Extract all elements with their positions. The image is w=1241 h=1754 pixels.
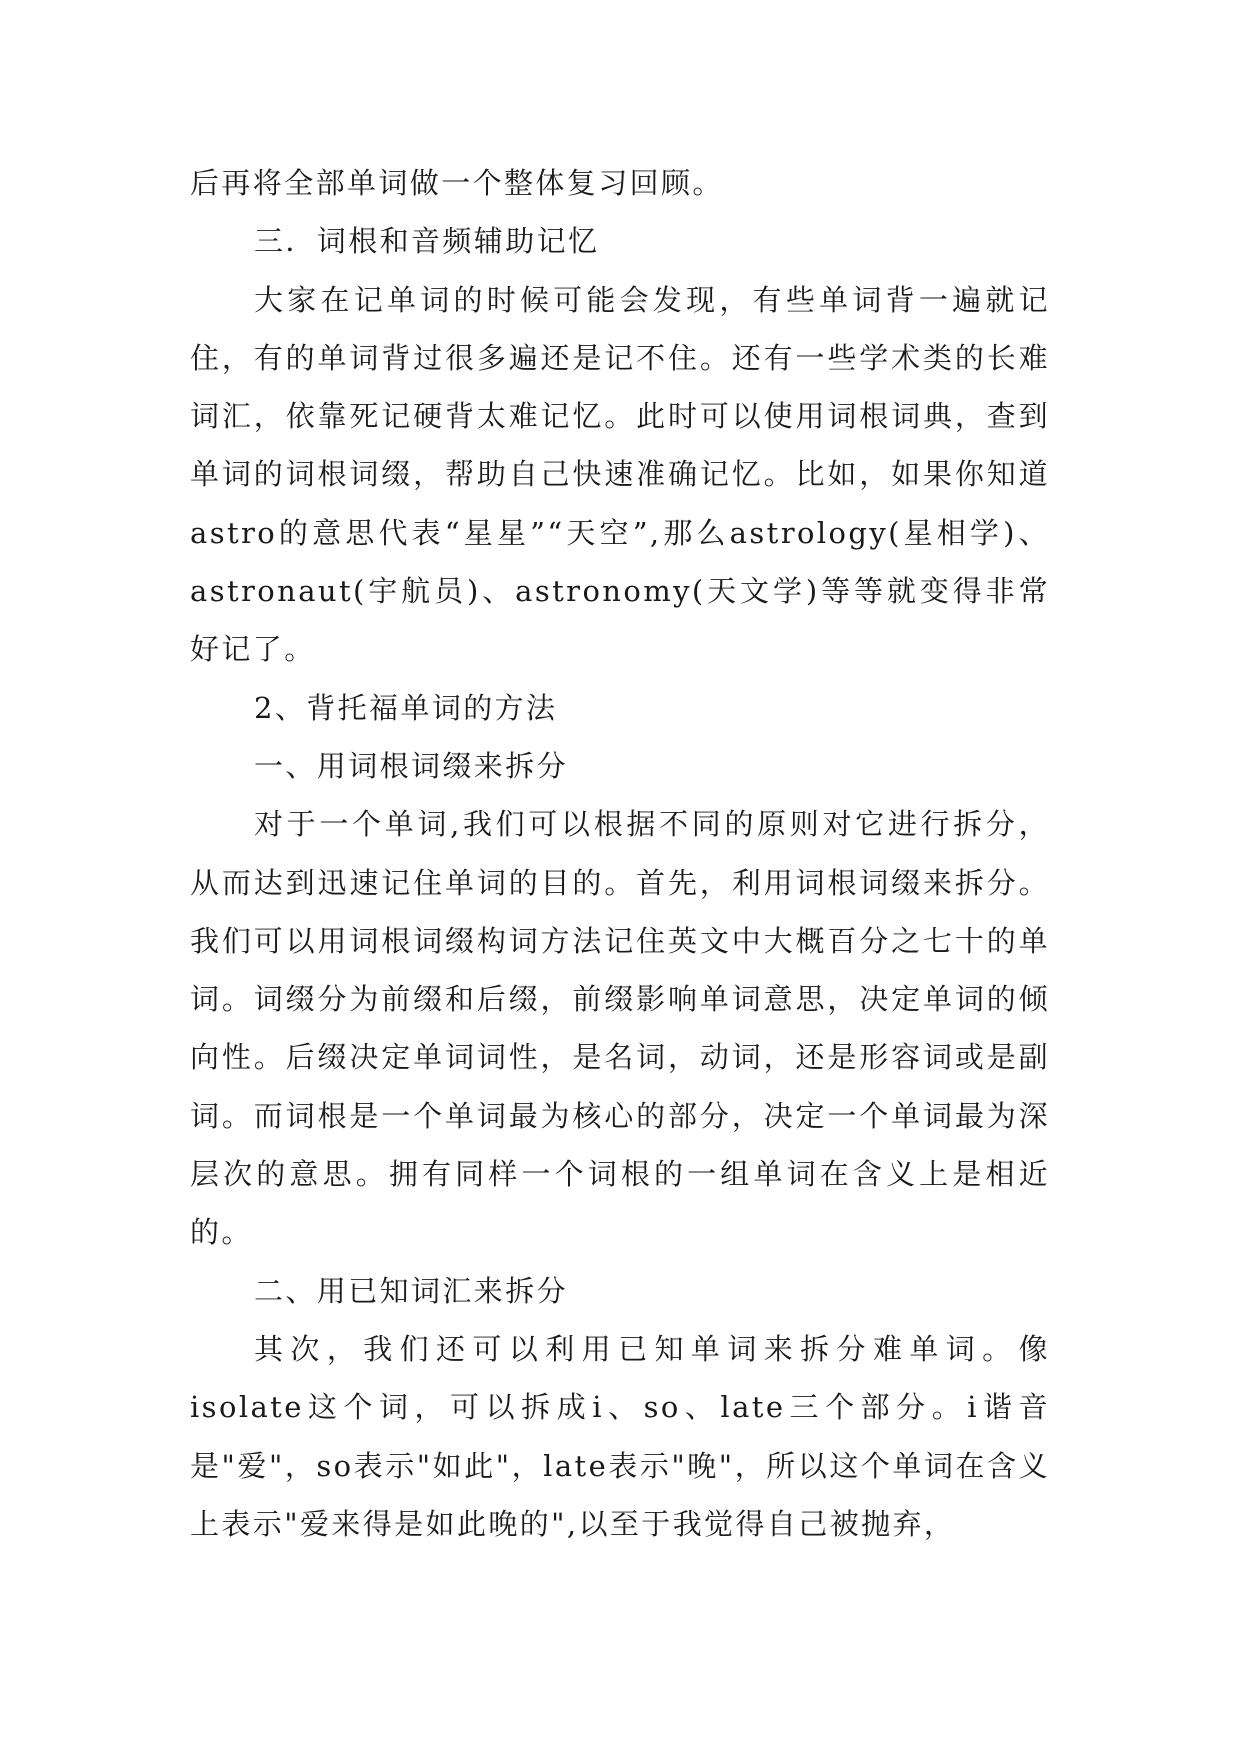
subheading-known-words-split: 二、用已知词汇来拆分 bbox=[254, 1273, 569, 1308]
paragraph-known-words-split: 其次，我们还可以利用已知单词来拆分难单词。像isolate这个词，可以拆成i、so、late三个部分。i谐音是"爱"，so表示"如此"，late表示"晚"，所以这个单词在含义上表示"爱来得是如此晚的",以至于我觉得自己被抛弃， bbox=[190, 1331, 1050, 1541]
paragraph-affix-split: 对于一个单词,我们可以根据不同的原则对它进行拆分，从而达到迅速记住单词的目的。首先，利用词根词缀来拆分。我们可以用词根词缀构词方法记住英文中大概百分之七十的单词。词缀分为前缀和后缀，前缀影响单词意思，决定单词的倾向性。后缀决定单词词性，是名词，动词，还是形容词或是副词。而词根是一个单词最为核心的部分，决定一个单词最为深层次的意思。拥有同样一个词根的一组单词在含义上是相近的。 bbox=[190, 807, 1050, 1250]
paragraph-continuation: 后再将全部单词做一个整体复习回顾。 bbox=[190, 166, 724, 200]
section-heading-roots-audio: 三．词根和音频辅助记忆 bbox=[254, 224, 600, 259]
section-heading-toefl-methods: 2、背托福单词的方法 bbox=[254, 690, 558, 725]
paragraph-roots-dictionary: 大家在记单词的时候可能会发现，有些单词背一遍就记住，有的单词背过很多遍还是记不住。还有一些学术类的长难词汇，依靠死记硬背太难记忆。此时可以使用词根词典，查到单词的词根词缀，帮助自己快速准确记忆。比如，如果你知道astro的意思代表“星星”“天空”,那么astrology(星相学)、astronaut(宇航员)、astronomy(天文学)等等就变得非常好记了。 bbox=[190, 282, 1050, 667]
document-body bbox=[190, 154, 1050, 1553]
subheading-affix-split: 一、用词根词缀来拆分 bbox=[254, 748, 569, 783]
